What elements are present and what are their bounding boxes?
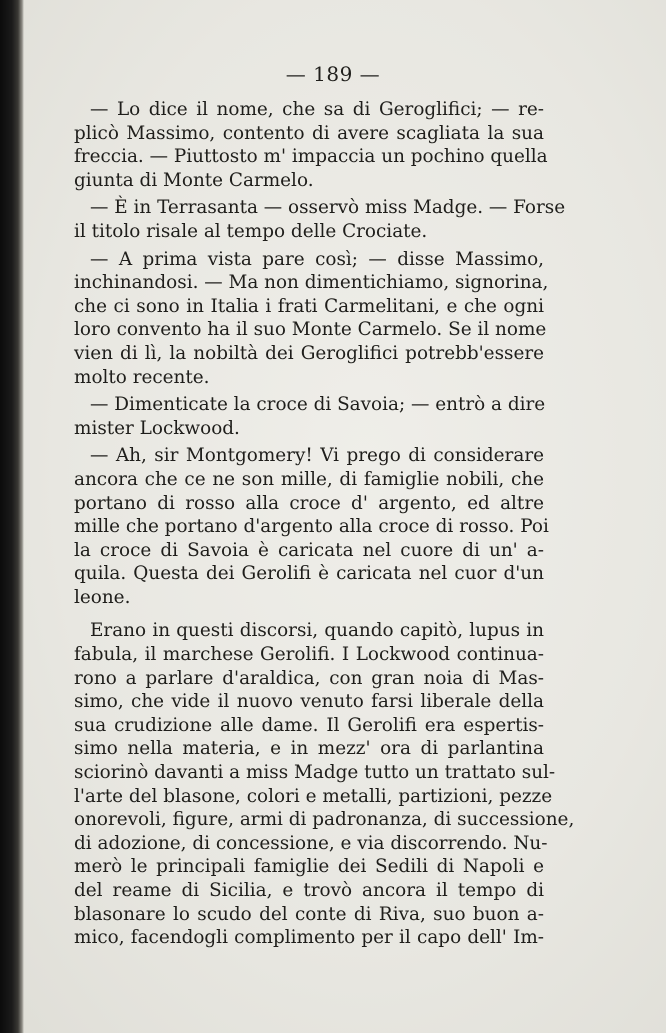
text-line: ancora che ce ne son mille, di famiglie nobili, che [74, 468, 544, 490]
text-line: freccia. — Piuttosto m' impaccia un pochino quella [74, 146, 548, 168]
text-line: Erano in questi discorsi, quando capitò, lupus in [90, 620, 544, 642]
text-line: quila. Questa dei Gerolifi è caricata nel cuor d'un [74, 563, 544, 585]
paragraph [74, 619, 575, 949]
text-line: rono a parlare d'araldica, con gran noia di Mas- [74, 667, 544, 689]
text-line: portano di rosso alla croce d' argento, ed altre [74, 492, 544, 514]
text-line: mico, facendogli complimento per il capo dell' Im- [74, 927, 544, 949]
paragraph [74, 98, 548, 192]
text-line: sua crudizione alle dame. Il Gerolifi era espertis- [74, 714, 544, 736]
paragraph [74, 444, 549, 609]
text-line: — Lo dice il nome, che sa di Geroglifici; — re- [90, 99, 544, 120]
text-line: il titolo risale al tempo delle Crociate. [74, 220, 428, 242]
text-line: loro convento ha il suo Monte Carmelo. Se il nome [74, 319, 547, 341]
text-line: — A prima vista pare così; — disse Massimo, [90, 248, 544, 270]
text-line: onorevoli, figure, armi di padronanza, di successione, [74, 809, 575, 831]
text-line: del reame di Sicilia, e trovò ancora il tempo di [74, 880, 544, 901]
text-line: la croce di Savoia è caricata nel cuore di un' a- [74, 539, 544, 561]
text-line: mister Lockwood. [74, 417, 240, 439]
text-line: vien di lì, la nobiltà dei Geroglifici potrebb'essere [74, 342, 544, 364]
text-line: simo, che vide il nuovo venuto farsi liberale della [74, 691, 544, 713]
page-number: — 189 — [285, 62, 381, 86]
text-line: che ci sono in Italia i frati Carmelitani, e che ogni [74, 295, 544, 317]
text-line: giunta di Monte Carmelo. [74, 169, 314, 191]
text-line: plicò Massimo, contento di avere scagliata la sua [74, 122, 544, 144]
text-line: inchinandosi. — Ma non dimentichiamo, signorina, [74, 272, 549, 294]
paragraph [74, 196, 566, 243]
text-line: merò le principali famiglie dei Sedili di Napoli e [74, 856, 544, 878]
text-line: simo nella materia, e in mezz' ora di parlantina [74, 738, 544, 760]
text-line: molto recente. [74, 366, 210, 388]
text-line: l'arte del blasone, colori e metalli, partizioni, pezze [74, 785, 553, 807]
text-line: leone. [74, 586, 131, 608]
book-spine-shadow [0, 0, 24, 1033]
body-text [74, 98, 575, 950]
text-line: — Dimenticate la croce di Savoia; — entrò a dire [90, 394, 546, 416]
text-line: blasonare lo scudo del conte di Riva, suo buon a- [74, 903, 544, 925]
text-line: — Ah, sir Montgomery! Vi prego di considerare [90, 445, 544, 467]
text-line: mille che portano d'argento alla croce di rosso. Poi [74, 516, 549, 538]
text-line: — È in Terrasanta — osservò miss Madge. — Forse [90, 197, 566, 219]
text-line: fabula, il marchese Gerolifi. I Lockwood continua- [74, 644, 544, 666]
text-line: di adozione, di concessione, e via discorrendo. Nu- [74, 832, 548, 854]
paragraph [74, 248, 549, 390]
text-line: sciorinò davanti a miss Madge tutto un trattato sul- [74, 762, 556, 784]
paragraph [74, 393, 544, 440]
